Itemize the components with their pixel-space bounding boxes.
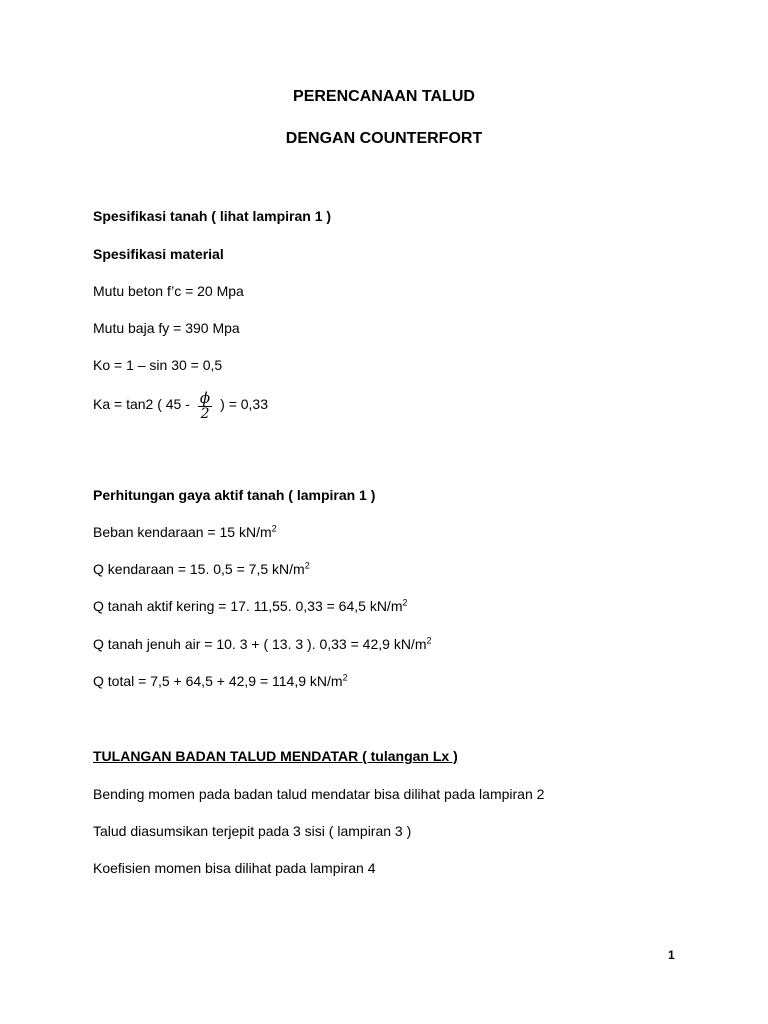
ka-prefix: Ka = tan2 ( 45 - — [93, 396, 190, 413]
mutu-baja-line: Mutu baja fy = 390 Mpa — [93, 320, 240, 336]
beban-kendaraan-exponent: 2 — [271, 523, 277, 534]
fraction-denominator: 2 — [198, 406, 212, 421]
page-number: 1 — [668, 948, 675, 962]
q-kendaraan-line — [93, 561, 310, 577]
q-jenuh-air-line — [93, 636, 432, 652]
ka-suffix: ) = 0,33 — [220, 396, 269, 413]
perhitungan-heading: Perhitungan gaya aktif tanah ( lampiran 1 ) — [93, 487, 376, 503]
q-aktif-kering-line — [93, 598, 408, 614]
document-title-line2: DENGAN COUNTERFORT — [285, 130, 483, 147]
q-kendaraan-exponent: 2 — [304, 560, 310, 571]
spec-tanah-heading: Spesifikasi tanah ( lihat lampiran 1 ) — [93, 208, 332, 224]
q-total-line — [93, 673, 348, 689]
phi-over-two-fraction — [198, 390, 212, 421]
q-jenuh-air-text: Q tanah jenuh air = 10. 3 + ( 13. 3 ). 0,33 = 42,9 kN/m — [93, 636, 427, 652]
ka-formula-line — [93, 390, 268, 421]
q-kendaraan-text: Q kendaraan = 15. 0,5 = 7,5 kN/m — [93, 561, 305, 577]
beban-kendaraan-text: Beban kendaraan = 15 kN/m — [93, 524, 272, 540]
q-total-exponent: 2 — [342, 672, 348, 683]
phi-symbol: ϕ — [199, 389, 211, 407]
document-title-line1: PERENCANAAN TALUD — [293, 88, 475, 105]
talud-asumsi-line: Talud diasumsikan terjepit pada 3 sisi ( lampiran 3 ) — [93, 823, 412, 839]
q-total-text: Q total = 7,5 + 64,5 + 42,9 = 114,9 kN/m — [93, 673, 343, 689]
beban-kendaraan-line — [93, 524, 277, 540]
spec-material-heading: Spesifikasi material — [93, 246, 224, 262]
ko-formula-line: Ko = 1 – sin 30 = 0,5 — [93, 357, 223, 373]
mutu-beton-line: Mutu beton f’c = 20 Mpa — [93, 283, 244, 299]
bending-momen-line: Bending momen pada badan talud mendatar bisa dilihat pada lampiran 2 — [93, 786, 545, 802]
tulangan-heading: TULANGAN BADAN TALUD MENDATAR ( tulangan Lx ) — [93, 748, 458, 764]
q-aktif-kering-exponent: 2 — [402, 597, 408, 608]
koefisien-momen-line: Koefisien momen bisa dilihat pada lampiran 4 — [93, 860, 376, 876]
q-jenuh-air-exponent: 2 — [426, 635, 432, 646]
q-aktif-kering-text: Q tanah aktif kering = 17. 11,55. 0,33 = 64,5 kN/m — [93, 598, 403, 614]
